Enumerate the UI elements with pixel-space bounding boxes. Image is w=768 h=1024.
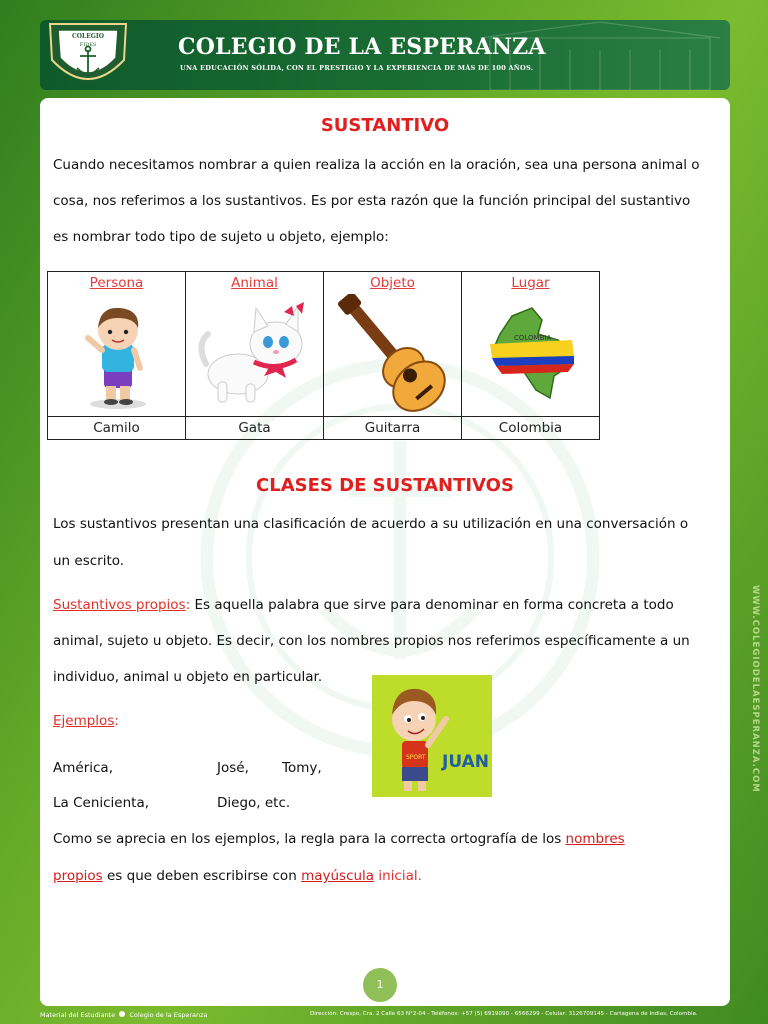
paragraph-line bbox=[53, 157, 715, 173]
table-image-cell bbox=[48, 294, 186, 417]
example-name: Colombia bbox=[498, 420, 563, 436]
school-crest-icon bbox=[44, 20, 132, 90]
table-image-cell bbox=[462, 294, 600, 417]
colombia-map-illustration bbox=[462, 294, 599, 412]
example-name: Camilo bbox=[93, 420, 140, 436]
page-number: 1 bbox=[363, 968, 397, 1002]
header-banner bbox=[40, 20, 730, 90]
paragraph-line: Sustantivos propios: Es aquella palabra que sirve para denominar en forma concreta a todo bbox=[53, 597, 674, 613]
table-name-cell bbox=[186, 417, 324, 440]
paragraph-line bbox=[53, 553, 715, 569]
school-name: COLEGIO DE LA ESPERANZA bbox=[178, 34, 546, 60]
table-name-cell bbox=[324, 417, 462, 440]
category-label: Lugar bbox=[511, 275, 550, 291]
paragraph-text: Es aquella palabra que sirve para denominar en forma concreta a todo bbox=[194, 597, 674, 613]
paragraph-text: Cuando necesitamos nombrar a quien realiza la acción en la oración, sea una persona animal o bbox=[53, 157, 700, 173]
paragraph-text: animal, sujeto u objeto. Es decir, con los nombres propios nos referimos específicamente a un bbox=[53, 633, 690, 649]
juan-label: JUAN bbox=[442, 752, 489, 772]
footer-left bbox=[40, 1011, 208, 1019]
table-header-cell bbox=[462, 272, 600, 295]
shirt-label: SPORT bbox=[406, 754, 426, 761]
paragraph-line bbox=[53, 193, 715, 209]
document-page bbox=[40, 98, 730, 1006]
example-item: Tomy, bbox=[282, 760, 322, 776]
table-header-cell bbox=[186, 272, 324, 295]
highlight-nombres: nombres bbox=[565, 831, 625, 847]
table-name-cell bbox=[48, 417, 186, 440]
paragraph-text: un escrito. bbox=[53, 553, 125, 569]
paragraph-text: cosa, nos referimos a los sustantivos. Es por esta razón que la función principal del sustantivo bbox=[53, 193, 691, 209]
propios-label: Sustantivos propios bbox=[53, 597, 186, 613]
section-title-sustantivo: SUSTANTIVO bbox=[320, 115, 450, 136]
table-header-cell bbox=[48, 272, 186, 295]
example-item: América, bbox=[53, 760, 113, 776]
footer-school: Colegio de la Esperanza bbox=[129, 1011, 208, 1019]
website-url: WWW.COLEGIODELAESPERANZA.COM bbox=[750, 585, 760, 793]
crest-text-top: COLEGIO bbox=[72, 33, 104, 40]
paragraph-line bbox=[53, 633, 715, 649]
table-name-cell bbox=[462, 417, 600, 440]
map-label: COLOMBIA bbox=[514, 334, 552, 342]
example-item: José, bbox=[217, 760, 249, 776]
paragraph-line bbox=[53, 516, 715, 532]
footer-material: Material del Estudiante bbox=[40, 1011, 116, 1019]
examples-table bbox=[47, 271, 600, 440]
crest-text-bottom: SPES bbox=[81, 80, 95, 86]
category-label: Persona bbox=[89, 275, 144, 291]
highlight-propios: propios bbox=[53, 868, 103, 884]
crest-text-mid: FIDES bbox=[79, 42, 97, 48]
paragraph-line: propios es que deben escribirse con mayúscula inicial. bbox=[53, 868, 422, 884]
example-item: Diego, etc. bbox=[217, 795, 291, 811]
table-image-cell bbox=[324, 294, 462, 417]
boy-waving-icon bbox=[372, 675, 492, 797]
guitar-illustration bbox=[324, 294, 461, 412]
section-title-clases: CLASES DE SUSTANTIVOS bbox=[256, 475, 514, 496]
ejemplos-heading: Ejemplos: bbox=[53, 713, 119, 729]
paragraph-text: es nombrar todo tipo de sujeto u objeto, ejemplo: bbox=[53, 229, 389, 245]
paragraph-text: es que deben escribirse con bbox=[107, 868, 297, 884]
juan-illustration bbox=[372, 675, 492, 797]
example-item: La Cenicienta, bbox=[53, 795, 150, 811]
paragraph-text: Los sustantivos presentan una clasificación de acuerdo a su utilización en una conversación o bbox=[53, 516, 689, 532]
paragraph-text: individuo, animal u objeto en particular. bbox=[53, 669, 323, 685]
highlight-mayuscula: mayúscula bbox=[301, 868, 375, 884]
category-label: Animal bbox=[231, 275, 278, 291]
school-tagline: UNA EDUCACIÓN SÓLIDA, CON EL PRESTIGIO Y LA EXPERIENCIA DE MÁS DE 100 AÑOS. bbox=[180, 64, 534, 72]
footer-crest-icon bbox=[119, 1011, 125, 1017]
example-name: Gata bbox=[238, 420, 271, 436]
table-header-cell bbox=[324, 272, 462, 295]
footer-address: Dirección: Crespo, Cra. 2 Calle 63 N°2-04 - Teléfonos: +57 (5) 6919090 - 6566299 - Celular: 3126709145 - Cartagena de Indias, Colombia. bbox=[310, 1011, 698, 1017]
paragraph-line bbox=[53, 831, 715, 847]
paragraph-line bbox=[53, 229, 715, 245]
category-label: Objeto bbox=[370, 275, 415, 291]
example-name: Guitarra bbox=[364, 420, 421, 436]
boy-illustration bbox=[48, 294, 185, 412]
ejemplos-label: Ejemplos bbox=[53, 713, 115, 729]
highlight-inicial: inicial bbox=[378, 868, 418, 884]
cat-illustration bbox=[186, 294, 323, 412]
table-image-cell bbox=[186, 294, 324, 417]
paragraph-text: Como se aprecia en los ejemplos, la regla para la correcta ortografía de los bbox=[53, 831, 562, 847]
